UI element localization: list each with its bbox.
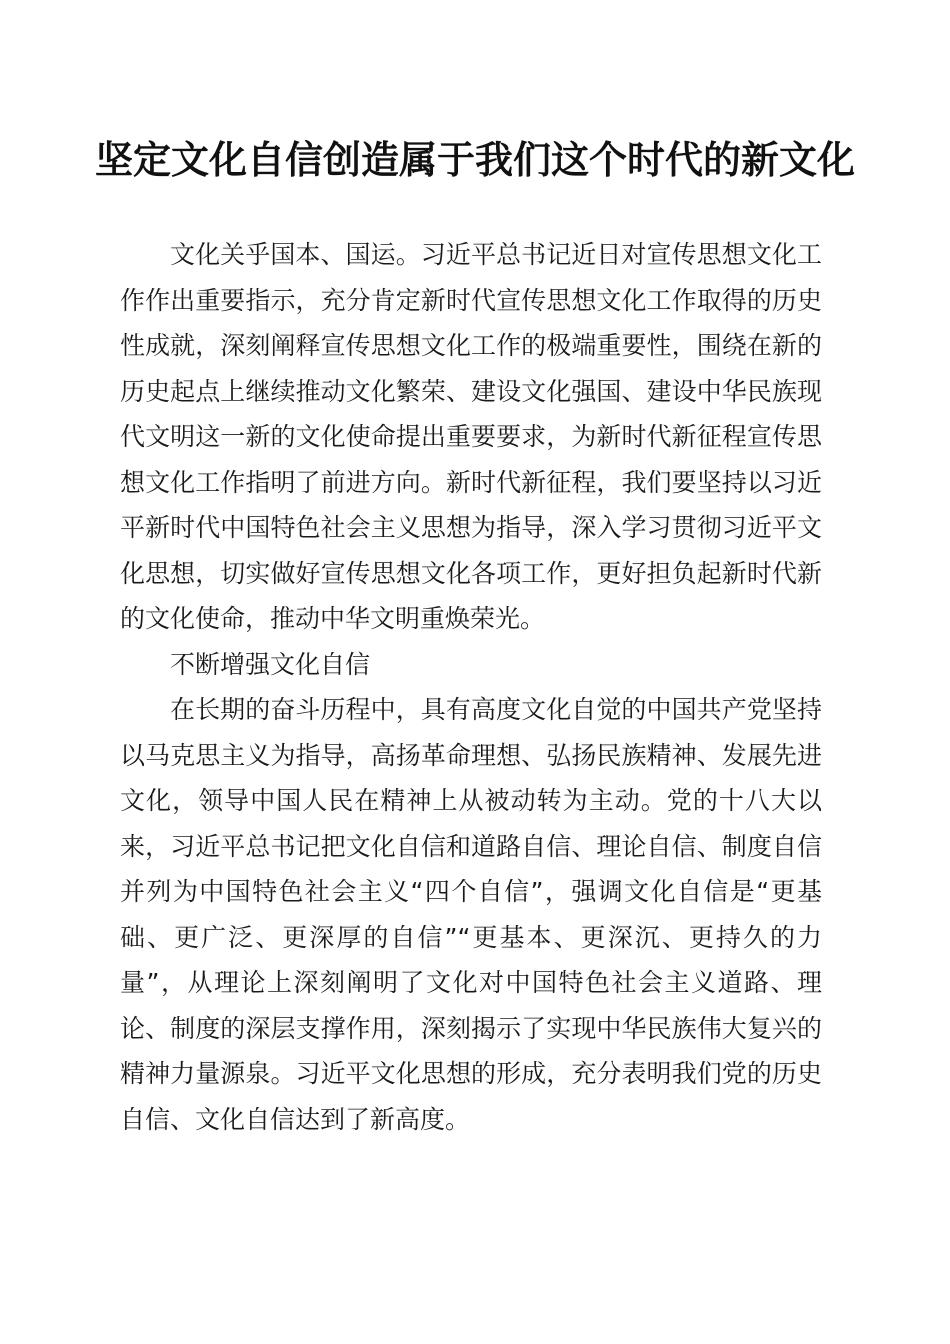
- paragraph-section-1: 在长期的奋斗历程中，具有高度文化自觉的中国共产党坚持以马克思主义为指导，高扬革命理想、弘扬民族精神、发展先进文化，领导中国人民在精神上从被动转为主动。党的十八大以来，习近平总书记把文化自信和道路自信、理论自信、制度自信并列为中国特色社会主义“四个自信”，强调文化自信是“更基础、更广泛、更深厚的自信”“更基本、更深沉、更持久的力量”，从理论上深刻阐明了文化对中国特色社会主义道路、理论、制度的深层支撑作用，深刻揭示了实现中华民族伟大复兴的精神力量源泉。习近平文化思想的形成，充分表明我们党的历史自信、文化自信达到了新高度。: [120, 695, 822, 1134]
- document-title: 坚定文化自信创造属于我们这个时代的新文化: [94, 137, 855, 182]
- document-body: [120, 232, 822, 1142]
- paragraph-intro: 文化关乎国本、国运。习近平总书记近日对宣传思想文化工作作出重要指示，充分肯定新时代宣传思想文化工作取得的历史性成就，深刻阐释宣传思想文化工作的极端重要性，围绕在新的历史起点上继续推动文化繁荣、建设文化强国、建设中华民族现代文明这一新的文化使命提出重要要求，为新时代新征程宣传思想文化工作指明了前进方向。新时代新征程，我们要坚持以习近平新时代中国特色社会主义思想为指导，深入学习贯彻习近平文化思想，切实做好宣传思想文化各项工作，更好担负起新时代新的文化使命，推动中华文明重焕荣光。: [120, 240, 822, 633]
- section-heading: 不断增强文化自信: [170, 649, 371, 679]
